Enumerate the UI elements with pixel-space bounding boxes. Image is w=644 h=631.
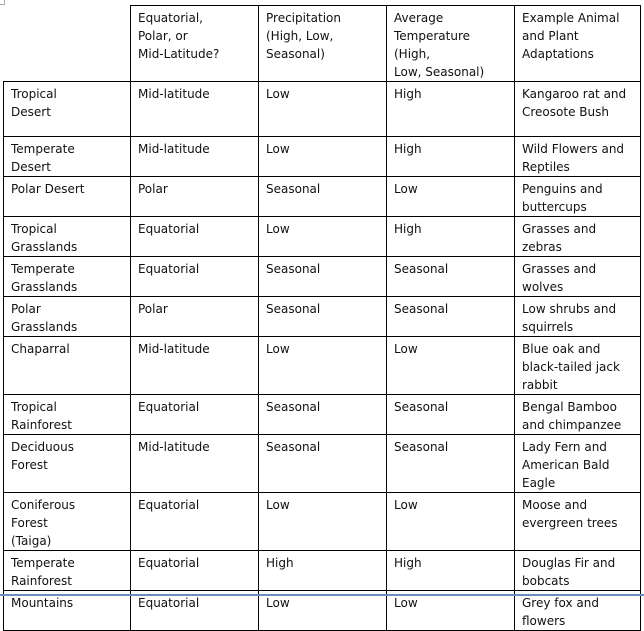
header-row — [4, 6, 641, 82]
cell-adaptations: Bengal Bamboo and chimpanzee — [515, 395, 641, 435]
cell-adaptations: Grey fox and flowers — [515, 591, 641, 631]
table-row — [4, 257, 641, 297]
cell-temperature: Low — [387, 493, 515, 551]
cell-precipitation: Seasonal — [259, 297, 387, 337]
cell-biome: Chaparral — [4, 337, 131, 395]
cell-latitude: Polar — [131, 177, 259, 217]
cell-adaptations: Kangaroo rat and Creosote Bush — [515, 82, 641, 137]
cell-precipitation: Low — [259, 493, 387, 551]
cell-precipitation: Low — [259, 82, 387, 137]
cell-adaptations: Low shrubs and squirrels — [515, 297, 641, 337]
table-row — [4, 297, 641, 337]
cell-temperature: High — [387, 82, 515, 137]
cell-precipitation: Seasonal — [259, 257, 387, 297]
cell-biome: Tropical Grasslands — [4, 217, 131, 257]
cell-temperature: Seasonal — [387, 395, 515, 435]
cell-latitude: Equatorial — [131, 257, 259, 297]
cell-latitude: Mid-latitude — [131, 137, 259, 177]
table-row — [4, 551, 641, 591]
cell-precipitation: High — [259, 551, 387, 591]
cell-latitude: Equatorial — [131, 395, 259, 435]
cell-precipitation: Seasonal — [259, 177, 387, 217]
cell-temperature: Seasonal — [387, 297, 515, 337]
table-row — [4, 177, 641, 217]
page-edge-line — [0, 594, 644, 596]
cell-adaptations: Moose and evergreen trees — [515, 493, 641, 551]
cell-adaptations: Penguins and buttercups — [515, 177, 641, 217]
cell-adaptations: Grasses and wolves — [515, 257, 641, 297]
cell-precipitation: Seasonal — [259, 395, 387, 435]
cell-latitude: Mid-latitude — [131, 82, 259, 137]
cell-biome: Tropical Rainforest — [4, 395, 131, 435]
cell-adaptations: Wild Flowers and Reptiles — [515, 137, 641, 177]
cell-latitude: Equatorial — [131, 591, 259, 631]
header-cell-blank — [4, 6, 131, 82]
cell-biome: Temperate Grasslands — [4, 257, 131, 297]
cell-precipitation: Low — [259, 137, 387, 177]
table-row — [4, 217, 641, 257]
cell-temperature: Low — [387, 337, 515, 395]
cell-latitude: Mid-latitude — [131, 337, 259, 395]
cell-biome: Coniferous Forest (Taiga) — [4, 493, 131, 551]
cell-latitude: Equatorial — [131, 493, 259, 551]
cell-temperature: Low — [387, 177, 515, 217]
header-cell-precipitation: Precipitation (High, Low, Seasonal) — [259, 6, 387, 82]
cell-latitude: Equatorial — [131, 217, 259, 257]
cell-adaptations: Blue oak and black-tailed jack rabbit — [515, 337, 641, 395]
table-row — [4, 435, 641, 493]
cell-precipitation: Low — [259, 591, 387, 631]
table-row — [4, 82, 641, 137]
cell-temperature: Low — [387, 591, 515, 631]
cell-latitude: Mid-latitude — [131, 435, 259, 493]
table-row — [4, 493, 641, 551]
cell-biome: Deciduous Forest — [4, 435, 131, 493]
cell-temperature: High — [387, 137, 515, 177]
header-cell-latitude: Equatorial, Polar, or Mid-Latitude? — [131, 6, 259, 82]
cell-latitude: Equatorial — [131, 551, 259, 591]
cell-temperature: Seasonal — [387, 435, 515, 493]
cell-biome: Polar Desert — [4, 177, 131, 217]
cell-biome: Temperate Rainforest — [4, 551, 131, 591]
cell-adaptations: Lady Fern and American Bald Eagle — [515, 435, 641, 493]
cell-temperature: High — [387, 551, 515, 591]
table-row — [4, 137, 641, 177]
cell-precipitation: Low — [259, 337, 387, 395]
table-row — [4, 337, 641, 395]
cell-temperature: Seasonal — [387, 257, 515, 297]
cell-adaptations: Douglas Fir and bobcats — [515, 551, 641, 591]
cell-precipitation: Low — [259, 217, 387, 257]
cell-biome: Tropical Desert — [4, 82, 131, 137]
cell-biome: Polar Grasslands — [4, 297, 131, 337]
cell-latitude: Polar — [131, 297, 259, 337]
header-cell-temperature: Average Temperature (High, Low, Seasonal) — [387, 6, 515, 82]
header-cell-adaptations: Example Animal and Plant Adaptations — [515, 6, 641, 82]
cell-biome: Temperate Desert — [4, 137, 131, 177]
cell-precipitation: Seasonal — [259, 435, 387, 493]
cell-temperature: High — [387, 217, 515, 257]
cell-biome: Mountains — [4, 591, 131, 631]
table-row — [4, 395, 641, 435]
cell-adaptations: Grasses and zebras — [515, 217, 641, 257]
biome-table — [3, 5, 641, 631]
